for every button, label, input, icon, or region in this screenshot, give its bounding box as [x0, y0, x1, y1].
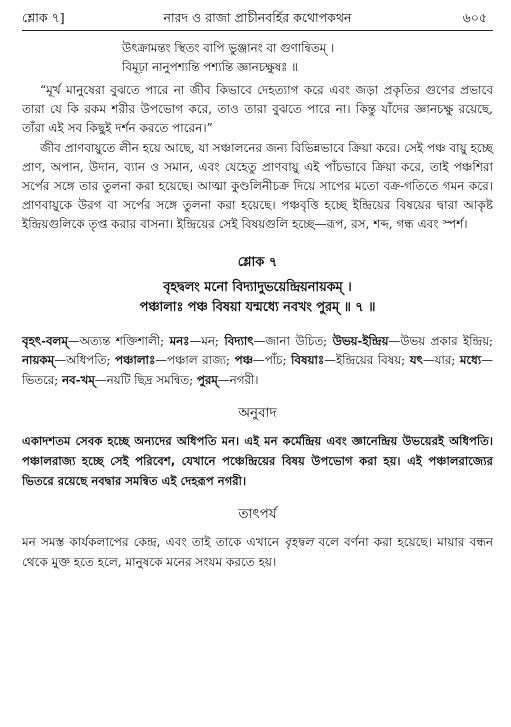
synonym-meaning: —পঞ্চাল রাজ্য; — [155, 353, 235, 368]
header-chapter-title: নারদ ও রাজা প্রাচীনবর্হির কথোপকথন — [163, 10, 352, 25]
header-verse-ref: শ্লোক ৭] — [22, 10, 65, 25]
synonym-word: মধ্যে — [459, 353, 482, 368]
synonym-word: পুরম্ — [196, 372, 218, 387]
purport-heading: তাৎপর্য — [238, 506, 277, 523]
synonym-meaning: —জানা উচিত; — [253, 333, 333, 348]
verse-line-2: পঞ্চালাঃ পঞ্চ বিষয়া যন্মধ্যে নবখং পুরম্ ॥ ৭ ॥ — [139, 299, 376, 315]
purport-text — [22, 532, 493, 572]
quoted-verse-line-1: উৎক্রামন্তং স্থিতং বাপি ভুঞ্জানং বা গুণান্বিতম্ । — [122, 41, 335, 55]
synonym-meaning: —ভিতরে; — [22, 353, 493, 387]
synonym-word: পঞ্চ — [234, 353, 253, 368]
purport-text-part-2: বলে বর্ণনা করা হয়েছে। মায়ার বন্ধন থেকে মুক্ত হতে হলে, মানুষকে মনের সংযম করতে হয়। — [22, 535, 493, 570]
synonym-meaning: —যার; — [422, 353, 460, 368]
synonym-word: নায়কম্ — [22, 353, 55, 368]
synonym-meaning: —নয়টি ছিদ্র সমন্বিত; — [94, 372, 197, 387]
page-number: ৬০৫ — [462, 10, 487, 25]
synonym-word: বিদ্যাৎ — [224, 333, 254, 348]
verse-line-1: বৃহদ্বলং মনো বিদ্যাদুভয়েন্দ্রিয়নায়কম্ । — [163, 279, 352, 295]
synonym-meaning: —নগরী। — [217, 372, 259, 387]
word-synonyms — [22, 332, 493, 391]
page-header — [22, 0, 493, 31]
synonym-word: যৎ — [409, 353, 423, 368]
translation-heading: অনুবাদ — [238, 405, 277, 422]
purport-text-part-1: মন সমস্ত কার্যকলাপের কেন্দ্র, এবং তাই তাকে এখানে — [22, 535, 285, 550]
synonym-meaning: —অত্যন্ত শক্তিশালী; — [67, 333, 170, 348]
synonym-meaning: —পাঁচ; — [252, 353, 292, 368]
sanskrit-verse — [22, 278, 493, 318]
synonym-meaning: —মন; — [189, 333, 225, 348]
explanation-paragraph: জীব প্রাণবায়ুতে লীন হয়ে আছে, যা সঞ্চালনের জন্য বিভিন্নভাবে ক্রিয়া করে। সেই পঞ্চ বায়ু হচ্ছে প্রাণ, অপান, উদান, ব্যান ও সমান, এবং যেহেতু প্রাণবায়ু এই পাঁচভাবে ক্রিয়া করে, তাই পঞ্চশিরা সর্পের সঙ্গে তার তুলনা করা হয়েছে। আত্মা কুণ্ডলিনীচক্র দিয়ে সাপের মতো বক্র-গতিতে গমন করে। প্রাণবায়ুকে উরগ বা সর্পের সঙ্গে তুলনা করা হয়েছে। পঞ্চবৃত্তি হচ্ছে ইন্দ্রিয়ের বিষয়ের দ্বারা আকৃষ্ট ইন্দ্রিয়গুলিকে তৃপ্ত করার বাসনা। ইন্দ্রিয়ের সেই বিষয়গুলি হচ্ছে—রূপ, রস, শব্দ, গন্ধ এবং স্পর্শ। — [22, 140, 493, 232]
synonym-meaning: —উভয় প্রকার ইন্দ্রিয়; — [388, 333, 493, 348]
verse-heading: শ্লোক ৭ — [237, 254, 278, 270]
quoted-verse — [122, 39, 493, 77]
synonym-word: বৃহৎ-বলম্ — [22, 333, 68, 348]
synonym-meaning: —অধিপতি; — [54, 353, 115, 368]
synonym-word: মনঃ — [169, 333, 190, 348]
purport-emphasis: বৃহদ্বল — [284, 535, 314, 550]
quote-translation-paragraph: “মূর্খ মানুষেরা বুঝতে পারে না জীব কিভাবে দেহত্যাগ করে এবং জড়া প্রকৃতির গুণের প্রভাবে তারা যে কি রকম শরীর উপভোগ করে, তাও তারা বুঝতে পারে না। কিন্তু যাঁদের জ্ঞানচক্ষু রয়েছে, তাঁরা এই সব কিছুই দর্শন করতে পারেন।” — [22, 83, 493, 136]
synonym-word: বিষয়াঃ — [291, 353, 325, 368]
translation-text: একাদশতম সেবক হচ্ছে অন্যদের অধিপতি মন। এই মন কর্মেন্দ্রিয় এবং জ্ঞানেন্দ্রিয় উভয়েরই অধিপতি। পঞ্চালরাজ্য হচ্ছে সেই পরিবেশ, যেখানে পঞ্চেন্দ্রিয়ের বিষয় উপভোগ করা হয়। এই পঞ্চালরাজ্যের ভিতরে রয়েছে নবদ্বার সমন্বিত এই দেহরূপ নগরী। — [22, 434, 493, 489]
synonym-word: উভয়-ইন্দ্রিয় — [332, 333, 389, 348]
synonym-word: নব-খম্ — [61, 372, 95, 387]
quoted-verse-line-2: বিমূঢ়া নানুপশ্যন্তি পশ্যন্তি জ্ঞানচক্ষুষঃ ॥ — [122, 60, 298, 74]
synonym-meaning: —ইন্দ্রিয়ের বিষয়; — [324, 353, 410, 368]
synonym-word: পঞ্চালাঃ — [115, 353, 156, 368]
